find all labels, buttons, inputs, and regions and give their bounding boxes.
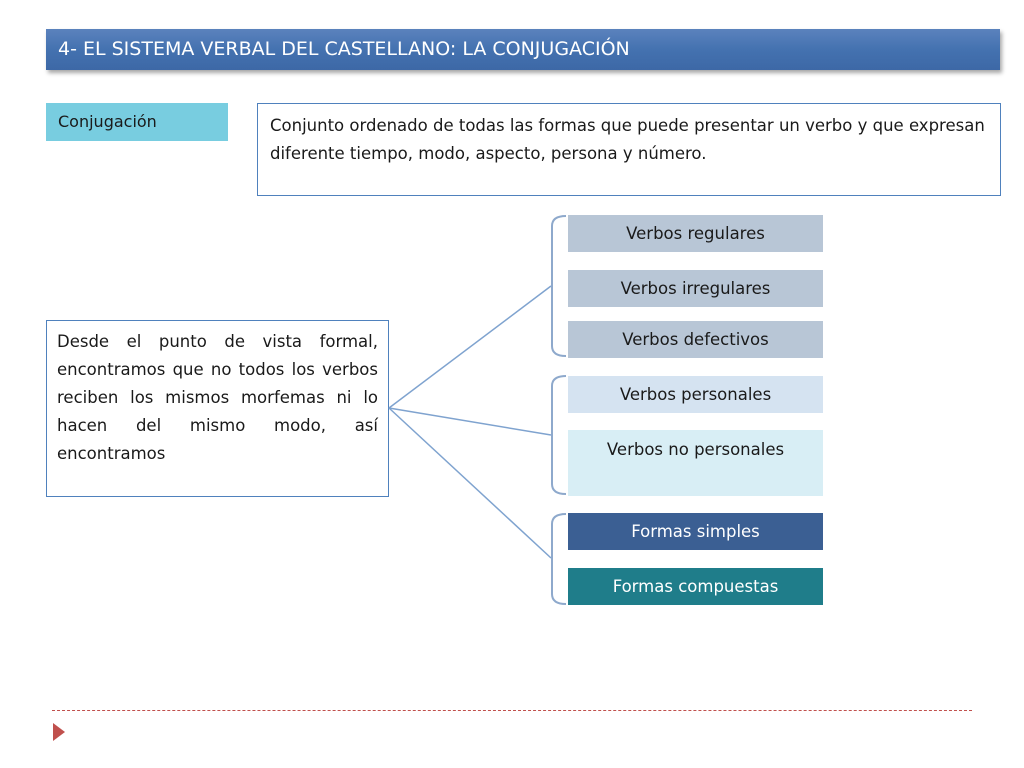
definition-box: Conjunto ordenado de todas las formas que puede presentar un verbo y que expresan diferente tiempo, modo, aspecto, persona y número. xyxy=(257,103,1001,196)
bracket-group-2 xyxy=(552,376,566,494)
formal-description-box: Desde el punto de vista formal, encontramos que no todos los verbos reciben los mismos morfemas ni lo hacen del mismo modo, así encontramos xyxy=(46,320,389,497)
verbos-personales-box: Verbos personales xyxy=(568,376,823,413)
connector-line-1 xyxy=(389,286,551,408)
footer-divider xyxy=(52,710,972,711)
verbos-no-personales-box: Verbos no personales xyxy=(568,430,823,496)
formas-simples-box: Formas simples xyxy=(568,513,823,550)
triangle-bullet-icon xyxy=(52,722,66,742)
bracket-group-3 xyxy=(552,514,566,604)
verbos-defectivos-box: Verbos defectivos xyxy=(568,321,823,358)
term-conjugacion: Conjugación xyxy=(46,103,228,141)
formas-compuestas-box: Formas compuestas xyxy=(568,568,823,605)
verbos-regulares-box: Verbos regulares xyxy=(568,215,823,252)
slide-title: 4- EL SISTEMA VERBAL DEL CASTELLANO: LA CONJUGACIÓN xyxy=(46,29,1000,70)
bracket-group-1 xyxy=(552,216,566,356)
verbos-irregulares-box: Verbos irregulares xyxy=(568,270,823,307)
